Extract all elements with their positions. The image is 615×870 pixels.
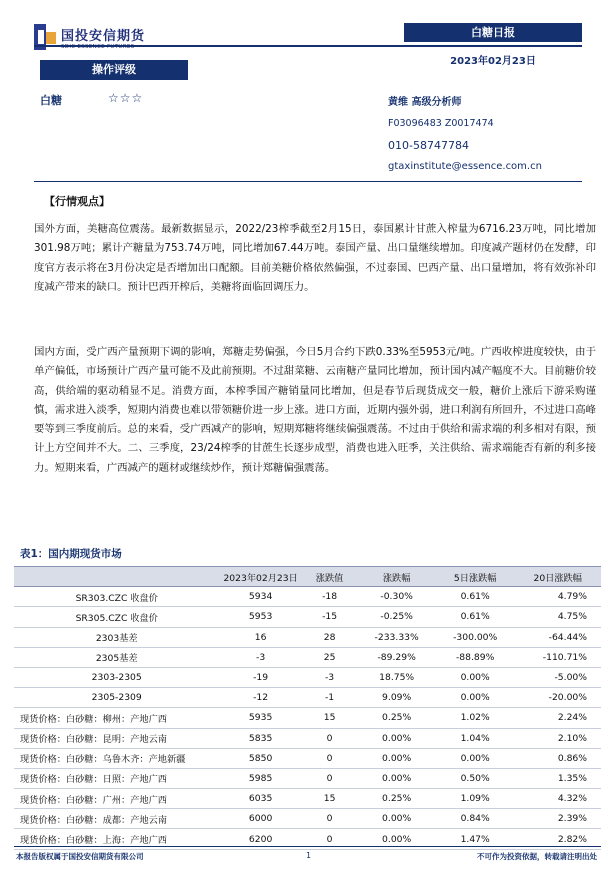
table-cell: -3	[302, 667, 358, 687]
table-row-label: 2305-2309	[14, 688, 219, 708]
table-row	[14, 647, 601, 667]
table-row	[14, 627, 601, 647]
table-cell: 0.00%	[357, 728, 436, 748]
analyst-title: 黄维 高级分析师	[388, 97, 462, 108]
table-cell: 9.09%	[357, 688, 436, 708]
table-cell: 4.75%	[514, 607, 601, 627]
table-cell: 18.75%	[357, 667, 436, 687]
table-cell: 0.61%	[436, 587, 515, 607]
rating-label-banner: 操作评级	[40, 60, 188, 80]
table-cell: 0	[302, 829, 358, 849]
table-cell: 0.61%	[436, 607, 515, 627]
table-row-label: 现货价格：白砂糖：乌鲁木齐：产地新疆	[14, 748, 219, 768]
table-cell: 28	[302, 627, 358, 647]
table-cell: -233.33%	[357, 627, 436, 647]
table-cell: 0.84%	[436, 809, 515, 829]
table-cell: 5835	[219, 728, 301, 748]
table-cell: -18	[302, 587, 358, 607]
table-cell: -1	[302, 688, 358, 708]
market-table	[14, 566, 601, 850]
table-cell: 0	[302, 809, 358, 829]
table-cell: -5.00%	[514, 667, 601, 687]
table-cell: 2.82%	[514, 829, 601, 849]
table-row-label: 现货价格：白砂糖：日照：产地广西	[14, 768, 219, 788]
table-cell: 5953	[219, 607, 301, 627]
table-row-label: 现货价格：白砂糖：上海：产地广西	[14, 829, 219, 849]
table-cell: 1.04%	[436, 728, 515, 748]
table-row-label: 2305基差	[14, 647, 219, 667]
table-cell: 2.24%	[514, 708, 601, 728]
table-cell: 5935	[219, 708, 301, 728]
table-cell: 2.39%	[514, 809, 601, 829]
table-row	[14, 667, 601, 687]
product-name: 白糖	[40, 94, 62, 107]
section-divider	[34, 181, 582, 182]
table-cell: 0	[302, 748, 358, 768]
table-cell: 1.47%	[436, 829, 515, 849]
table-cell: 6035	[219, 789, 301, 809]
table-cell: 0.00%	[357, 768, 436, 788]
table-cell: 1.09%	[436, 789, 515, 809]
table-header-row	[14, 567, 601, 587]
footer-copyright: 本报告版权属于国投安信期货有限公司	[16, 852, 144, 861]
rating-stars: ☆☆☆	[108, 91, 144, 105]
table-cell: -15	[302, 607, 358, 627]
table-row	[14, 728, 601, 748]
paragraph-overseas: 国外方面，美糖高位震荡。最新数据显示，2022/23榨季截至2月15日，泰国累计甘蔗入榨量为6716.23万吨，同比增加301.98万吨；累计产糖量为753.74万吨，同比增加67.44万吨。泰国产量、出口量继续增加。印度减产题材仍在发酵，印度官方表示将在3月份决定是否增加出口配额。目前美糖价格依然偏强，不过泰国、巴西产量、出口量增加，将有效弥补印度减产带来的缺口。预计巴西开榨后，美糖将面临回调压力。	[34, 223, 596, 293]
table-cell: 25	[302, 647, 358, 667]
table-cell: -0.30%	[357, 587, 436, 607]
table-cell: 0.00%	[436, 688, 515, 708]
table-header-cell: 5日涨跌幅	[436, 567, 515, 587]
table-header-cell: 2023年02月23日	[219, 567, 301, 587]
table-cell: 0	[302, 728, 358, 748]
analyst-email: gtaxinstitute@essence.com.cn	[388, 161, 542, 172]
table-cell: -88.89%	[436, 647, 515, 667]
table-cell: -110.71%	[514, 647, 601, 667]
table-cell: 1.35%	[514, 768, 601, 788]
table-cell: 15	[302, 789, 358, 809]
analyst-license-ids: F03096483 Z0017474	[388, 118, 494, 129]
table-cell: 4.79%	[514, 587, 601, 607]
section-heading: 【行情观点】	[44, 195, 110, 208]
table-cell: 0.25%	[357, 708, 436, 728]
table-cell: 0.00%	[357, 748, 436, 768]
table-row	[14, 768, 601, 788]
table-row-label: 现货价格：白砂糖：广州：产地广西	[14, 789, 219, 809]
table-cell: 2.10%	[514, 728, 601, 748]
paragraph-domestic: 国内方面，受广西产量预期下调的影响，郑糖走势偏强，今日5月合约下跌0.33%至5953元/吨。广西收榨进度较快，由于单产偏低，市场预计广西产量可能不及此前预期。不过甜菜糖、云南糖产量同比增加，预计国内减产幅度不大。目前糖价较高，供给端的驱动稍显不足。消费方面，本榨季国产糖销量同比增加，但是春节后现货成交一般，糖价上涨后下游采购谨慎，需求进入淡季，短期内消费也难以带领糖价进一步上涨。进口方面，近期内强外弱，进口利润有所回升，不过进口高峰要等到三季度前后。总的来看，受广西减产的影响，短期郑糖将继续偏强震荡。不过由于供给和需求端的利多相对有限，预计上方空间并不大。二、三季度，23/24榨季的甘蔗生长逐步成型，消费也进入旺季，关注供给、需求端能否有新的利多接力。短期来看，广西减产的题材或继续炒作，预计郑糖偏强震荡。	[34, 346, 596, 474]
table-row	[14, 587, 601, 607]
table-row	[14, 748, 601, 768]
table-row	[14, 789, 601, 809]
table-row-label: 现货价格：白砂糖：昆明：产地云南	[14, 728, 219, 748]
table-cell: 15	[302, 708, 358, 728]
table-row-label: 现货价格：白砂糖：柳州：产地广西	[14, 708, 219, 728]
table-cell: 0.00%	[357, 829, 436, 849]
table-cell: -64.44%	[514, 627, 601, 647]
table-cell: 6200	[219, 829, 301, 849]
table-cell: -89.29%	[357, 647, 436, 667]
report-date: 2023年02月23日	[450, 56, 536, 67]
table-row-label: 2303基差	[14, 627, 219, 647]
table-cell: 0	[302, 768, 358, 788]
table-cell: -0.25%	[357, 607, 436, 627]
table-cell: 0.86%	[514, 748, 601, 768]
table-cell: 1.02%	[436, 708, 515, 728]
report-type-banner: 白糖日报	[404, 23, 582, 42]
table-header-cell	[14, 567, 219, 587]
analyst-phone: 010-58747784	[388, 139, 469, 152]
table-cell: 16	[219, 627, 301, 647]
table-row-label: SR303.CZC 收盘价	[14, 587, 219, 607]
table-cell: 4.32%	[514, 789, 601, 809]
table-header-cell: 20日涨跌幅	[514, 567, 601, 587]
table-cell: 0.25%	[357, 789, 436, 809]
table-row	[14, 708, 601, 728]
page-number: 1	[306, 851, 312, 860]
table-row-label: 2303-2305	[14, 667, 219, 687]
table-cell: -300.00%	[436, 627, 515, 647]
table-row	[14, 688, 601, 708]
table-cell: -19	[219, 667, 301, 687]
table-cell: 0.50%	[436, 768, 515, 788]
table-row-label: SR305.CZC 收盘价	[14, 607, 219, 627]
table-cell: -3	[219, 647, 301, 667]
table-header-cell: 涨跌幅	[357, 567, 436, 587]
table-header-cell: 涨跌值	[302, 567, 358, 587]
table-cell: -12	[219, 688, 301, 708]
table-row-label: 现货价格：白砂糖：成都：产地云南	[14, 809, 219, 829]
table-cell: 5850	[219, 748, 301, 768]
footer-divider	[14, 846, 601, 847]
logo-name-cn: 国投安信期货	[61, 28, 146, 44]
table-cell: 0.00%	[436, 667, 515, 687]
table-cell: 6000	[219, 809, 301, 829]
table-title: 表1：国内期现货市场	[20, 548, 122, 560]
table-cell: 0.00%	[357, 809, 436, 829]
header-divider	[34, 45, 582, 47]
table-cell: 5985	[219, 768, 301, 788]
table-row	[14, 809, 601, 829]
table-cell: 5934	[219, 587, 301, 607]
table-cell: -20.00%	[514, 688, 601, 708]
table-row	[14, 607, 601, 627]
footer-disclaimer: 不可作为投资依据，转载请注明出处	[477, 852, 597, 861]
table-cell: 0.00%	[436, 748, 515, 768]
